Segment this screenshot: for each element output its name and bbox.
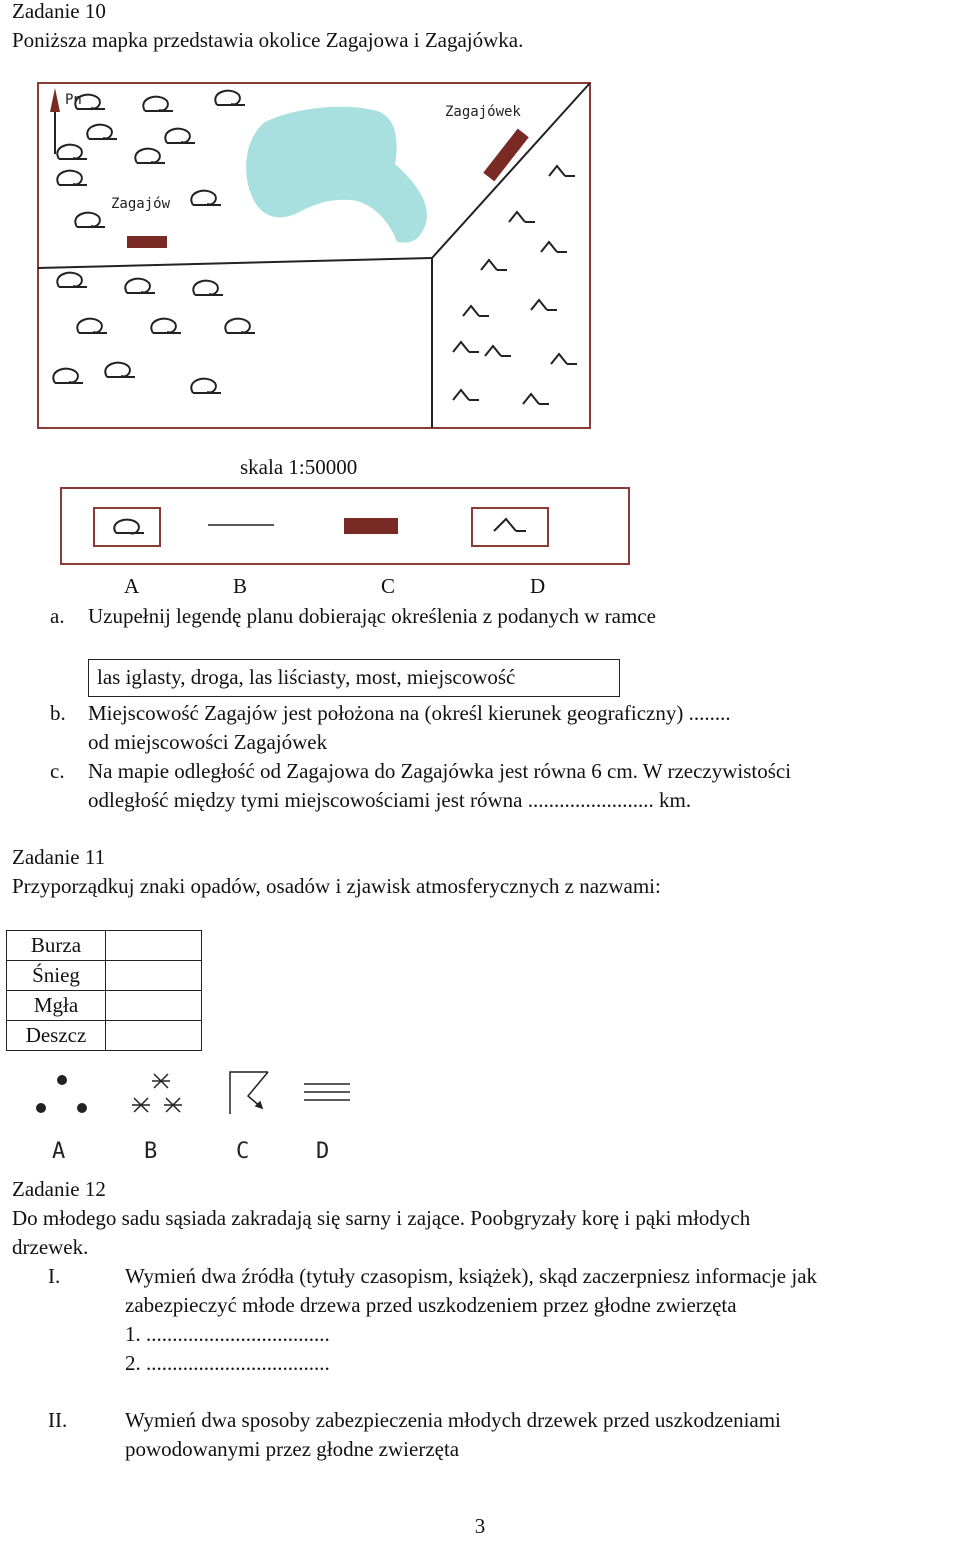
task11-intro: Przyporządkuj znaki opadów, osadów i zjawisk atmosferycznych z nazwami:: [12, 874, 661, 898]
row-label-burza: Burza: [7, 931, 106, 961]
table-row: [7, 931, 202, 961]
part1-marker: I.: [48, 1264, 61, 1288]
question-b-line1: Miejscowość Zagajów jest położona na (określ kierunek geograficzny) ........: [88, 701, 731, 725]
question-a-marker: a.: [50, 604, 65, 628]
part1-answer1: 1. ...................................: [125, 1322, 330, 1346]
north-label: Pn: [65, 92, 82, 108]
scale-label: skala 1:50000: [240, 455, 358, 479]
legend-letter-b: B: [233, 574, 248, 598]
row-label-deszcz: Deszcz: [7, 1021, 106, 1051]
town-zagajow-label: Zagajów: [111, 196, 171, 212]
matching-table: [6, 930, 202, 1051]
question-c-marker: c.: [50, 759, 65, 783]
question-a-text: Uzupełnij legendę planu dobierając określenia z podanych w ramce: [88, 604, 656, 628]
answer-cell[interactable]: [106, 1021, 202, 1051]
row-label-mgla: Mgła: [7, 991, 106, 1021]
page-number: 3: [474, 1514, 486, 1538]
table-row: [7, 991, 202, 1021]
town-zagajow-marker: [127, 236, 167, 248]
question-b-line2: od miejscowości Zagajówek: [88, 730, 328, 754]
row-label-snieg: Śnieg: [7, 961, 106, 991]
table-row: [7, 961, 202, 991]
question-b-marker: b.: [50, 701, 66, 725]
table-row: [7, 1021, 202, 1051]
rain-symbol: [36, 1075, 87, 1113]
legend-letter-a: A: [124, 574, 140, 598]
thunderstorm-symbol: [230, 1072, 268, 1114]
answer-cell[interactable]: [106, 931, 202, 961]
part1-line1: Wymień dwa źródła (tytuły czasopism, książek), skąd zaczerpniesz informacje jak: [125, 1264, 818, 1288]
part2-line2: powodowanymi przez głodne zwierzęta: [125, 1437, 460, 1461]
word-box-text: las iglasty, droga, las liściasty, most, miejscowość: [97, 665, 516, 689]
part2-line1: Wymień dwa sposoby zabezpieczenia młodych drzewek przed uszkodzeniami: [125, 1408, 781, 1432]
fog-symbol: [304, 1084, 350, 1100]
question-c-line2: odległość między tymi miejscowościami jest równa ........................ km.: [88, 788, 692, 812]
symbol-letter-a: A: [52, 1139, 66, 1164]
word-box: [88, 659, 620, 697]
town-zagajowek-label: Zagajówek: [445, 104, 521, 120]
answer-cell[interactable]: [106, 961, 202, 991]
snow-symbol: [132, 1074, 182, 1112]
question-c-line1: Na mapie odległość od Zagajowa do Zagajówka jest równa 6 cm. W rzeczywistości: [88, 759, 792, 783]
legend-letter-c: C: [381, 574, 396, 598]
symbol-letter-b: B: [144, 1139, 158, 1164]
legend: [60, 487, 630, 565]
task10-heading: Zadanie 10: [12, 0, 106, 23]
symbol-letter-d: D: [316, 1139, 330, 1164]
map: [37, 82, 591, 429]
weather-symbols: [20, 1068, 380, 1168]
answer-cell[interactable]: [106, 991, 202, 1021]
task10-intro: Poniższa mapka przedstawia okolice Zagajowa i Zagajówka.: [12, 28, 524, 52]
task12-intro-line2: drzewek.: [12, 1235, 89, 1259]
part2-marker: II.: [48, 1408, 68, 1432]
task12-intro-line1: Do młodego sadu sąsiada zakradają się sarny i zające. Poobgryzały korę i pąki młodych: [12, 1206, 751, 1230]
task12-heading: Zadanie 12: [12, 1177, 106, 1201]
part1-line2: zabezpieczyć młode drzewa przed uszkodzeniem przez głodne zwierzęta: [125, 1293, 737, 1317]
task11-heading: Zadanie 11: [12, 845, 106, 869]
part1-answer2: 2. ...................................: [125, 1351, 330, 1375]
symbol-letter-c: C: [236, 1139, 250, 1164]
legend-letter-d: D: [530, 574, 546, 598]
